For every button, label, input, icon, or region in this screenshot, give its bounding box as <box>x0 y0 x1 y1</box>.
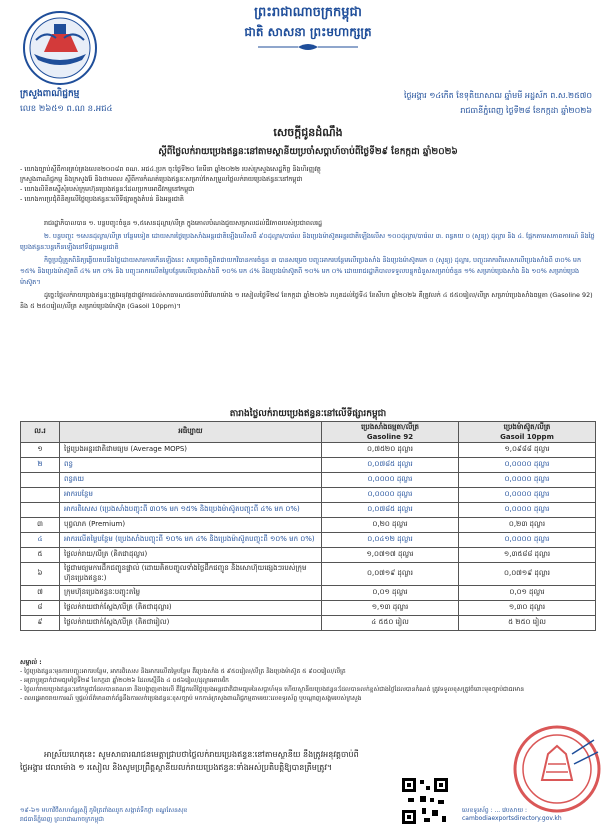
table-row <box>21 458 596 473</box>
row-gasoil-value: ០,០៧១៩ ដុល្លារ <box>459 563 596 586</box>
table-row <box>21 503 596 518</box>
row-description: ថ្លៃលក់រាយជាក់ស្តែង/លីត្រ (គិតជារៀល) <box>60 616 322 631</box>
price-table-body <box>21 443 596 631</box>
official-stamp <box>512 724 602 814</box>
row-gasoline-value: ០,០៤១២ ដុល្លារ <box>322 533 459 548</box>
gasoil-label: ប្រេងម៉ាស៊ូត/លីត្រ <box>503 423 551 431</box>
table-row <box>21 548 596 563</box>
ministry-name: ក្រសួងពាណិជ្ជកម្ម <box>20 89 80 99</box>
row-description: ថ្លៃលក់រាយជាក់ស្តែង/លីត្រ (គិតជាដុល្លារ) <box>60 601 322 616</box>
row-description: អាករបន្ថែម <box>60 488 322 503</box>
row-description: បុព្វលាភ (Premium) <box>60 518 322 533</box>
row-description: អាករលើតម្លៃបន្ថែម (ប្រេងសាំងបញ្ចុះពី ១០% មក ៤% និងប្រេងម៉ាស៊ូតបញ្ចុះពី ១០% មក ០%) <box>60 533 322 548</box>
note-line: - ថ្លៃប្រេងឥន្ធនៈមុនការបញ្ចុះអាករបន្ថែម, អាករពិសេស និងអាករលើតម្លៃបន្ថែម គឺប្រេងសាំង ៥ ៩៥០រៀល/លីត្រ និងប្រេងម៉ាស៊ូត ៥ ៩០០រៀល/លីត្រ <box>20 668 346 675</box>
col-gasoil-header <box>459 422 596 443</box>
notice-subtitle: ស្តីពីថ្លៃលក់រាយប្រេងឥន្ធនៈនៅតាមស្ថានីយប្រចាំសប្តាហ៍ចាប់ពីថ្ងៃទី២៩ ខែកក្កដា ឆ្នាំ២០២៦ <box>158 147 458 157</box>
notes <box>20 658 596 703</box>
reference-item: - យោងការប្រជុំពិនិត្យលើថ្លៃប្រេងឥន្ធនៈលើទីផ្សារក្នុងតំបន់ និងអន្តរជាតិ <box>20 195 184 203</box>
row-description: ថ្លៃលក់រាយ/លីត្រ (គិតជាដុល្លារ) <box>60 548 322 563</box>
ministry-logo <box>22 10 98 86</box>
row-gasoil-value: ១,០៩៨៨ ដុល្លារ <box>459 443 596 458</box>
col-gasoline-header <box>322 422 459 443</box>
row-gasoline-value: ០,០០០០ ដុល្លារ <box>322 473 459 488</box>
row-gasoline-value: ០,០៧៨៥ ដុល្លារ <box>322 458 459 473</box>
row-number: ៧ <box>21 586 60 601</box>
col-desc-header: អធិប្បាយ <box>60 422 322 443</box>
row-gasoline-value: ០,២០ ដុល្លារ <box>322 518 459 533</box>
footer-address: ១៩-៦១ មហាវិថីសហព័ន្ធរុស្ស៊ី ភូមិត្រពាំងឈូក សង្កាត់ទឹកថ្លា ខណ្ឌសែនសុខ <box>20 807 188 814</box>
row-gasoline-value: ៤ ៥៥០ រៀល <box>322 616 459 631</box>
row-number <box>21 488 60 503</box>
row-number: ៦ <box>21 563 60 586</box>
row-gasoline-value: ១,១៣ ដុល្លារ <box>322 601 459 616</box>
note-line: - ថ្លៃលក់រាយប្រេងឥន្ធនៈនៅកម្ពុជាដែលបានគណនា និងបង្ហាញខាងលើ គឺផ្អែកលើថ្លៃប្រេងអន្តរជាតិជាមធ្យមនៃសប្តាហ៍មុន ហើយស្ថានីយប្រេងឥន្ធនៈដែលបានលក់ខ្ពស់ជាងថ្លៃដែលបានកំណត់ ត្រូវទទួលខុសត្រូវចំពោះមុខច្បាប់ជាធរមាន <box>20 686 525 693</box>
row-number: ៩ <box>21 616 60 631</box>
kingdom-heading: ព្រះរាជាណាចក្រកម្ពុជា <box>254 5 362 20</box>
table-row <box>21 563 596 586</box>
qr-code <box>400 776 450 826</box>
references <box>20 164 596 204</box>
row-number: ១ <box>21 443 60 458</box>
table-row <box>21 616 596 631</box>
table-row <box>21 443 596 458</box>
row-gasoline-value: ០,០០០០ ដុល្លារ <box>322 488 459 503</box>
row-description: ក្រុមហ៊ុនប្រេងឥន្ធនៈបញ្ចុះតម្លៃ <box>60 586 322 601</box>
row-number <box>21 473 60 488</box>
row-gasoil-value: ០,០០០០ ដុល្លារ <box>459 488 596 503</box>
table-header-row <box>21 422 596 443</box>
row-gasoline-value: ០,០១ ដុល្លារ <box>322 586 459 601</box>
body-paragraph: ដូច្នេះថ្លៃលក់រាយប្រេងឥន្ធនៈត្រូវអនុវត្តជាផ្លូវការដល់សាធារណជនចាប់ពីវេលាម៉ោង ១ រសៀលថ្ងៃទី២៨ ខែកក្កដា ឆ្នាំ២០២៦ រហូតដល់ថ្ងៃទី៤ ខែសីហា ឆ្នាំ២០២៦ គឺត្រូវលក់ ៤ ៥៥០រៀល/លីត្រ សម្រាប់ប្រេងសាំងធម្មតា (Gasoline 92) និង ៥ ២៥០រៀល/លីត្រ សម្រាប់ប្រេងម៉ាស៊ូត (Gasoil 10ppm)។ <box>20 291 593 310</box>
row-gasoil-value: ០,២៣ ដុល្លារ <box>459 518 596 533</box>
row-gasoline-value: ០,០៧៨៥ ដុល្លារ <box>322 503 459 518</box>
gasoline-label-en: Gasoline 92 <box>366 433 414 441</box>
row-description: ថ្លៃជាមធ្យមការដឹកជញ្ជូនផ្ទាល់ (ដោយគិតបញ្ចូលទាំងថ្លៃដឹកជញ្ជូន និងសោហ៊ុយផ្សេងៗរបស់ក្រុមហ៊ុនប្រេងឥន្ធនៈ) <box>60 563 322 586</box>
row-number: ៣ <box>21 518 60 533</box>
gasoline-label: ប្រេងសាំងធម្មតា/លីត្រ <box>361 423 419 431</box>
body-paragraph: រាជរដ្ឋាភិបាលបាន ១. បន្តបញ្ចុះចំនួន ១,៥សេនដុល្លារ/លីត្រ ក្នុងគោលបំណងជួយសម្រាលដល់ជីវភាពរបស់ប្រជាពលរដ្ឋ <box>44 219 323 227</box>
note-line: - អត្រាប្តូរប្រាក់ជាមធ្យមថ្ងៃទី២៨ ខែកក្កដា ឆ្នាំ២០២៦ ដែលស្មើនឹង ៤ ០៥៦រៀល/ដុល្លារអាមេរិក <box>20 677 229 684</box>
table-title: តារាងថ្លៃលក់រាយប្រេងឥន្ធនៈនៅលើទីផ្សារកម្ពុជា <box>229 409 387 419</box>
row-description: ថ្លៃប្រេងអន្តរជាតិជាមធ្យម (Average MOPS) <box>60 443 322 458</box>
row-description: អាករពិសេស (ប្រេងសាំងបញ្ចុះពី ៣០% មក ១៥% និងប្រេងម៉ាស៊ូតបញ្ចុះពី ៤% មក ០%) <box>60 503 322 518</box>
row-number: ២ <box>21 458 60 473</box>
reference-item: - យោងលិខិតស្នើសុំរបស់ក្រុមហ៊ុនប្រេងឥន្ធនៈដែលប្រកបអាជីវកម្មនៅកម្ពុជា <box>20 185 195 193</box>
row-gasoil-value: ៥ ២៥០ រៀល <box>459 616 596 631</box>
closing-line: ថ្ងៃអង្គារ វេលាម៉ោង ១ រសៀល និងសូមប្រព្រឹត្តស្ថានីយលក់រាយប្រេងឥន្ធនៈទាំងអស់ប្រតិបត្តិឱ្យបានត្រឹមត្រូវ។ <box>20 763 333 772</box>
footer-contact: លេខទូរស័ព្ទ : ... វេបសាយ : cambodiaexportsdirectory.gov.kh <box>462 807 562 822</box>
body-paragraph: កិច្ចប្រជុំត្រួតពិនិត្យឆ្លើយតបនឹងថ្លៃដោយសារការកើនឡើងនេះ សម្រេចចិត្តពិតជាយកវិធានការចំនួន ៣ បានសម្រេច បញ្ចុះអាករបន្ថែមលើប្រេងសាំង និងប្រេងម៉ាស៊ូតមក ០ (សូន្យ) ដុល្លារ, បញ្ចុះអាករពិសេសលើប្រេងសាំងពី ៣០% មក ១៥% និងប្រេងម៉ាស៊ូតពី ៤% មក ០% និង បញ្ចុះអាករលើតម្លៃបន្ថែមលើប្រេងសាំងពី ១០% មក ៤% និងប្រេងម៉ាស៊ូតពី ១០% មក ០% ដោយរាជរដ្ឋាភិបាលទទួលបន្ទុកជំនួសសម្រាប់ចំនួន ១% សម្រាប់ប្រេងសាំង និង ១០% សម្រាប់ប្រេងម៉ាស៊ូត។ <box>20 256 582 286</box>
motto-heading: ជាតិ សាសនា ព្រះមហាក្សត្រ <box>244 25 372 39</box>
gasoil-label-en: Gasoil 10ppm <box>500 433 554 441</box>
row-gasoline-value: ០,៧៥២០ ដុល្លារ <box>322 443 459 458</box>
note-line: - ពលរដ្ឋអាចរាយការណ៍ ឬផ្តល់ព័ត៌មានពាក់ព័ន្ធនឹងការលក់ប្រេងឥន្ធនៈខុសច្បាប់ មកកាន់ក្រសួងពាណិជ្ជកម្មតាមរយៈលេខទូរស័ព្ទ ឬបណ្តាញសង្គមរបស់ក្រសួង <box>20 695 362 702</box>
row-gasoil-value: ១,៣០ ដុល្លារ <box>459 601 596 616</box>
row-number <box>21 503 60 518</box>
table-row <box>21 601 596 616</box>
row-gasoil-value: ១,៣៥៨៨ ដុល្លារ <box>459 548 596 563</box>
notice-title: សេចក្តីជូនដំណឹង <box>273 126 343 139</box>
row-number: ៨ <box>21 601 60 616</box>
row-gasoil-value: ០,០០០០ ដុល្លារ <box>459 533 596 548</box>
price-table <box>20 421 596 631</box>
date-solar: រាជធានីភ្នំពេញ ថ្ងៃទី២៨ ខែកក្កដា ឆ្នាំ២០២៦ <box>460 106 592 115</box>
row-number: ៤ <box>21 533 60 548</box>
row-description: ពន្ធគយ <box>60 473 322 488</box>
ornament-divider <box>258 43 358 51</box>
col-no-header: ល.រ <box>21 422 60 443</box>
closing-paragraph <box>20 748 500 774</box>
footer-city: រាជធានីភ្នំពេញ ព្រះរាជាណាចក្រកម្ពុជា <box>20 816 104 823</box>
row-number: ៥ <box>21 548 60 563</box>
table-row <box>21 533 596 548</box>
reference-item: - យោងច្បាប់ស្តីពីការគ្រប់គ្រងលេខ២០០៨ព ពណ. អជ៤.ប្រក ចុះថ្ងៃទី២០ ខែមីនា ឆ្នាំ២០២២ របស់ក្រសួងសេដ្ឋកិច្ច និងហិរញ្ញវត្ថុ <box>20 165 321 173</box>
row-gasoil-value: ០,០០០០ ដុល្លារ <box>459 473 596 488</box>
table-row <box>21 488 596 503</box>
reference-number: លេខ ២៦៥១ ព.ណ ន.អជ៤ <box>20 104 113 114</box>
body-paragraph: ២. បន្តបញ្ចុះ ១សេនដុល្លារ/លីត្រ បន្ថែមទៀត ដោយសារថ្លៃប្រេងសាំងអន្តរជាតិឡើងលើសពី ៩០ដុល្លារ/បារ៉េល និងប្រេងម៉ាស៊ូតអន្តរជាតិឡើងលើស ១០០ដុល្លារ/បារ៉េល ៣. ពន្ធគយ ០ (សូន្យ) ដុល្លារ និង ៤. ផ្អែកតាមសភាពការណ៍ និងថ្លៃប្រេងឥន្ធនៈបន្តកើនឡើងនៅទីផ្សារអន្តរជាតិ <box>20 232 595 251</box>
row-gasoline-value: ១,០៧១៧ ដុល្លារ <box>322 548 459 563</box>
row-gasoil-value: ០,០១ ដុល្លារ <box>459 586 596 601</box>
row-gasoil-value: ០,០០០០ ដុល្លារ <box>459 458 596 473</box>
notes-label: សម្គាល់ : <box>20 659 42 666</box>
reference-item: ក្រសួងពាណិជ្ជកម្ម និងក្រសួងរ៉ែ និងថាមពល ស្តីពីការកំណត់ប្រេងឥន្ធនៈសម្រាប់កែសម្រួលថ្លៃលក់រាយប្រេងឥន្ធនៈនៅកម្ពុជា <box>20 175 303 183</box>
date-lunar: ថ្ងៃអង្គារ ១៤កើត ខែទុតិយាសាឍ ឆ្នាំមមី អដ្ឋស័ក ព.ស.២៥៧០ <box>403 91 592 100</box>
table-row <box>21 473 596 488</box>
notice-body <box>20 218 596 314</box>
row-gasoil-value: ០,០០០០ ដុល្លារ <box>459 503 596 518</box>
table-row <box>21 518 596 533</box>
row-description: ពន្ធ <box>60 458 322 473</box>
table-row <box>21 586 596 601</box>
row-gasoline-value: ០,០៧១៩ ដុល្លារ <box>322 563 459 586</box>
closing-line: អាស្រ័យហេតុនេះ សូមសាធារណជនមេត្តាជ្រាបថាថ្លៃលក់រាយប្រេងឥន្ធនៈនៅតាមស្ថានីយ នឹងត្រូវអនុវត្តចាប់ពី <box>44 750 359 759</box>
